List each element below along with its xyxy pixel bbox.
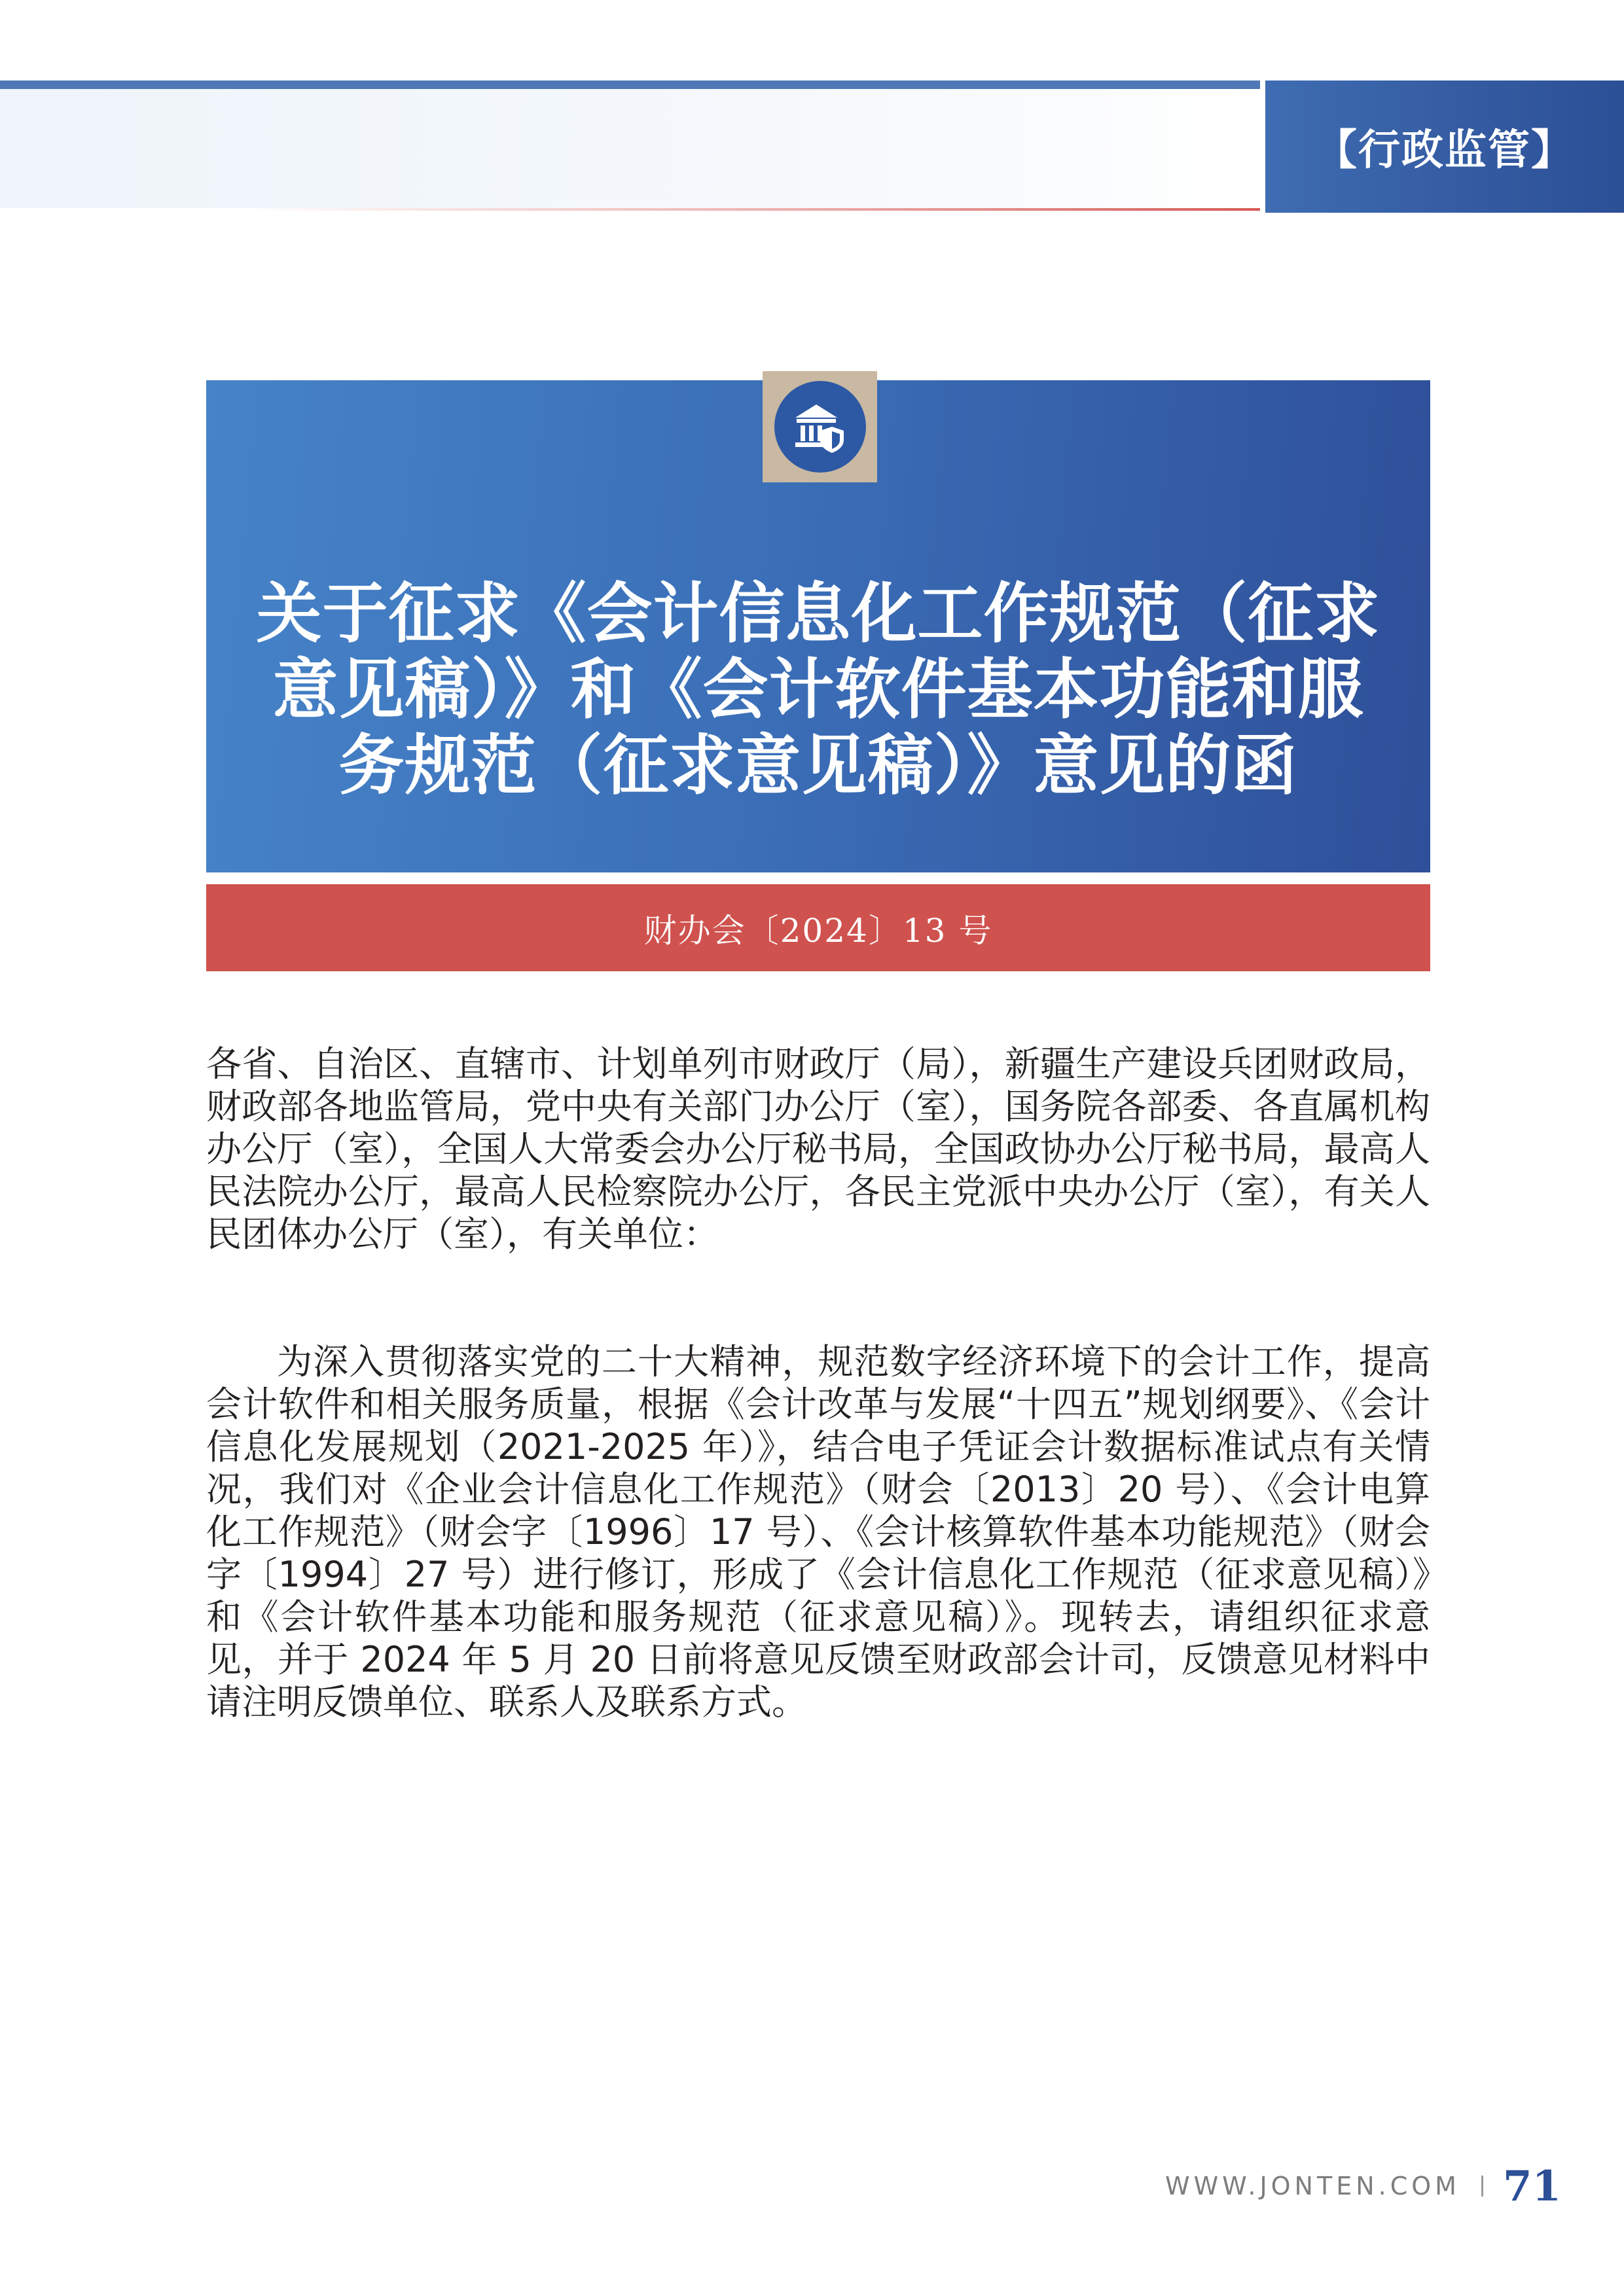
page-footer <box>1165 2160 1561 2212</box>
emblem-circle <box>774 381 866 473</box>
header-accent-line <box>249 208 1260 211</box>
emblem-badge <box>763 371 877 482</box>
title-line: 意见稿）》和《会计软件基本功能和服 <box>272 651 1364 728</box>
body-paragraph: 为深入贯彻落实党的二十大精神，规范数字经济环境下的会计工作，提高会计软件和相关服务质量，根据《会计改革与发展“十四五”规划纲要》、《会计信息化发展规划（2021-2025 年）》，结合电子凭证会计数据标准试点有关情况，我们对《企业会计信息化工作规范》（财会〔2013〕20 号）、《会计电算化工作规范》（财会字〔1996〕17 号）、《会计核算软件基本功能规范》（财会字〔1994〕27 号）进行修订，形成了《会计信息化工作规范（征求意见稿）》和《会计软件基本功能和服务规范（征求意见稿）》。现转去，请组织征求意见，并于 2024 年 5 月 20 日前将意见反馈至财政部会计司，反馈意见材料中请注明反馈单位、联系人及联系方式。 <box>206 1341 1430 1723</box>
bank-shield-icon <box>787 394 853 459</box>
footer-divider <box>1481 2176 1483 2197</box>
section-tab <box>1260 81 1624 213</box>
section-label: 【行政监管】 <box>1315 126 1574 175</box>
document-number: 财办会〔2024〕13 号 <box>643 911 993 950</box>
header-band <box>0 89 1260 208</box>
page-number: 71 <box>1502 2161 1561 2211</box>
header-top-rule <box>0 81 1263 89</box>
document-number-bar <box>206 884 1430 971</box>
title-line: 务规范（征求意见稿）》意见的函 <box>338 727 1298 804</box>
title-line: 关于征求《会计信息化工作规范（征求 <box>256 575 1380 652</box>
page-title <box>232 576 1404 804</box>
letter-body <box>206 1043 1430 1723</box>
website-link[interactable]: WWW.JONTEN.COM <box>1165 2172 1460 2200</box>
salutation-paragraph: 各省、自治区、直辖市、计划单列市财政厅（局），新疆生产建设兵团财政局，财政部各地监管局，党中央有关部门办公厅（室），国务院各部委、各直属机构办公厅（室），全国人大常委会办公厅秘书局，全国政协办公厅秘书局，最高人民法院办公厅，最高人民检察院办公厅，各民主党派中央办公厅（室），有关人民团体办公厅（室），有关单位： <box>206 1043 1430 1255</box>
